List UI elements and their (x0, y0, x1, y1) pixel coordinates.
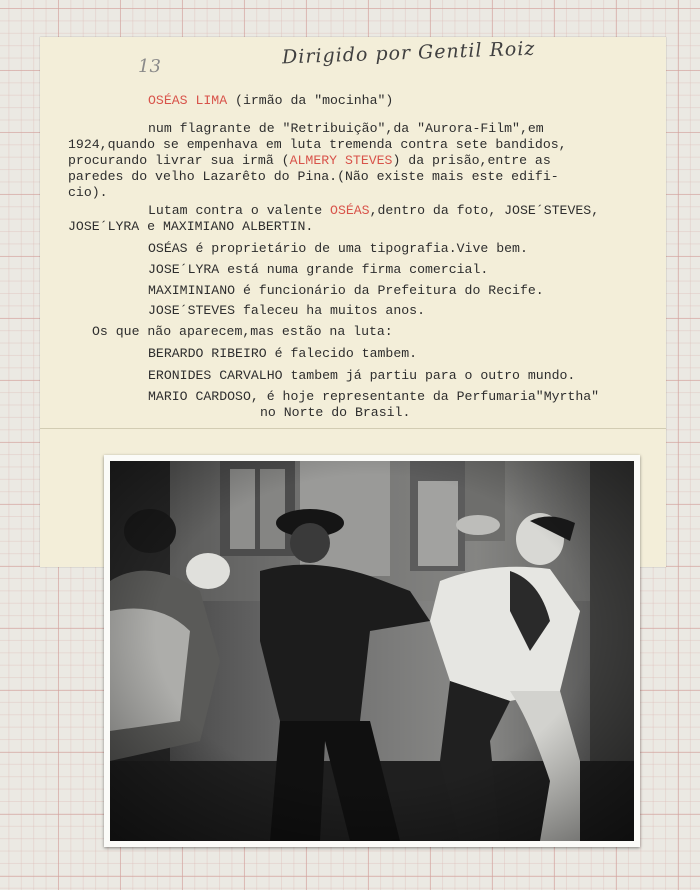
film-still-image (110, 461, 634, 841)
fate-line: MAXIMINIANO é funcionário da Prefeitura do Recife. (148, 283, 544, 298)
para2-line-1-pre: Lutam contra o valente (148, 203, 331, 218)
para1-line-5: cio). (68, 185, 108, 200)
oseas-name: OSÉAS (330, 203, 370, 218)
header-note: (irmão da "mocinha") (227, 93, 394, 108)
para2-line-2: JOSE´LYRA e MAXIMIANO ALBERTIN. (68, 219, 314, 234)
absent-line: ERONIDES CARVALHO tambem já partiu para o outro mundo. (148, 368, 576, 383)
almery-steves-name: ALMERY STEVES (289, 153, 393, 168)
absent-intro: Os que não aparecem,mas estão na luta: (92, 324, 393, 339)
absent-line: MARIO CARDOSO, é hoje representante da Perfumaria"Myrtha" (148, 389, 600, 404)
para1-line-2: 1924,quando se empenhava em luta tremenda contra sete bandidos, (68, 137, 567, 152)
header-line (148, 93, 393, 109)
paper-fold (40, 428, 666, 429)
fate-line: JOSE´STEVES faleceu ha muitos anos. (148, 303, 425, 318)
header-name: OSÉAS LIMA (148, 93, 228, 108)
para1-line-3-post: ) da prisão,entre as (392, 153, 551, 168)
para1-line-1: num flagrante de "Retribuição",da "Aurora-Film",em (148, 121, 544, 136)
para2-line-1 (148, 203, 599, 219)
absent-line: BERARDO RIBEIRO é falecido tambem. (148, 346, 418, 361)
film-still-photo (104, 455, 640, 847)
para1-line-3 (68, 153, 551, 169)
para1-line-4: paredes do velho Lazarêto do Pina.(Não existe mais este edifi- (68, 169, 559, 184)
handwritten-annotation: Dirigido por Gentil Roiz (281, 37, 536, 69)
absent-line: no Norte do Brasil. (260, 405, 411, 420)
page-number: 13 (138, 56, 161, 77)
para2-line-1-post: ,dentro da foto, JOSE´STEVES, (369, 203, 600, 218)
fate-line: OSÉAS é proprietário de uma tipografia.Vive bem. (148, 241, 528, 256)
para1-line-3-pre: procurando livrar sua irmã ( (68, 153, 290, 168)
fate-line: JOSE´LYRA está numa grande firma comercial. (148, 262, 489, 277)
